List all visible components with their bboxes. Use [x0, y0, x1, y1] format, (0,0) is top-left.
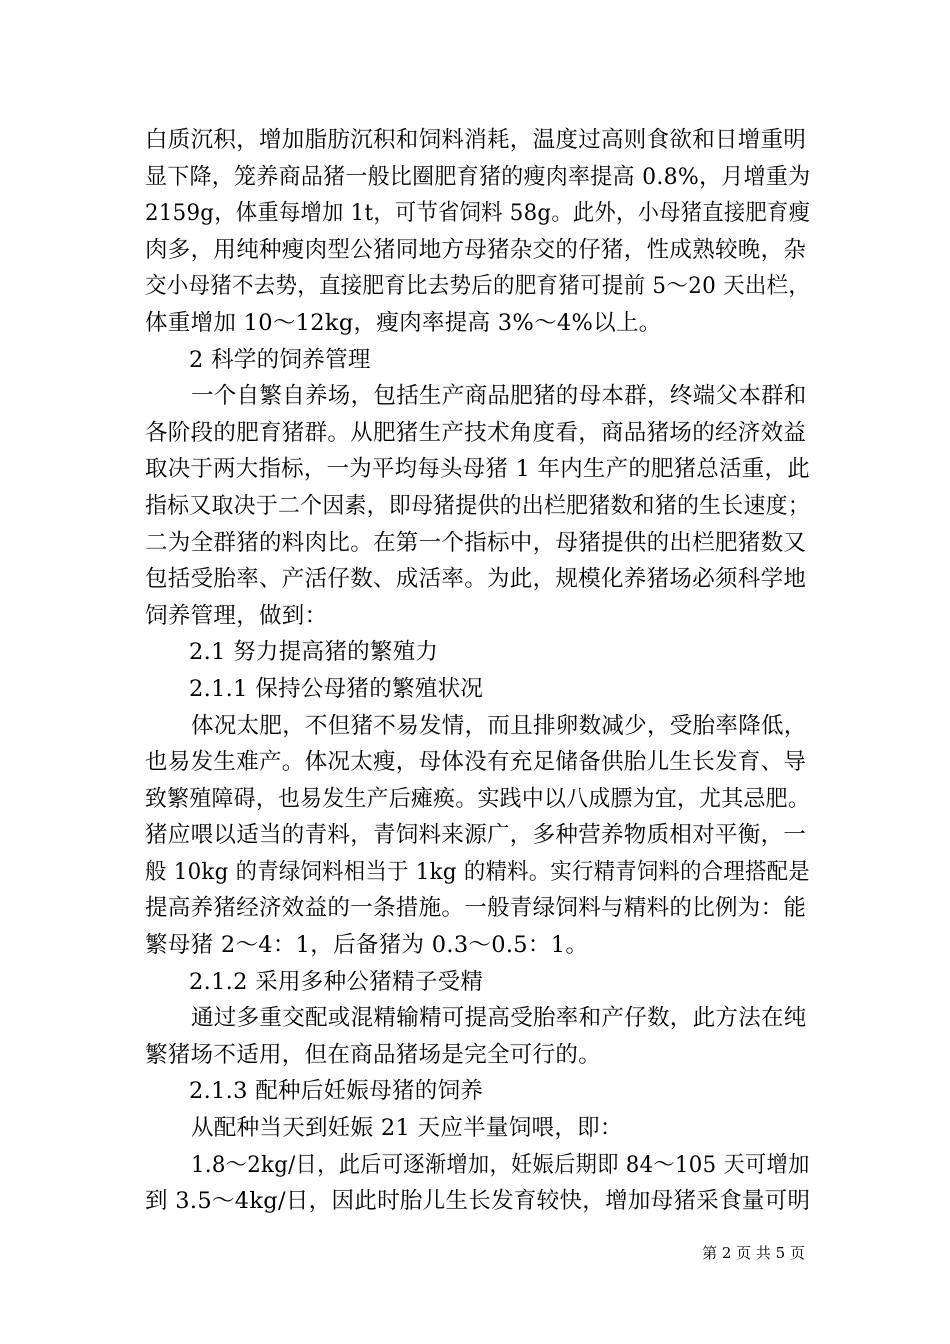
text-line: 体重增加 10～12kg，瘦肉率提高 3%～4%以上。	[145, 309, 662, 336]
page-number-footer: 第 2 页 共 5 页	[702, 1244, 805, 1262]
text-line: 取决于两大指标，一为平均每头母猪 1 年内生产的肥猪总活重，此	[145, 456, 810, 483]
text-line: 2.1 努力提高猪的繁殖力	[189, 639, 439, 666]
text-line: 繁母猪 2～4：1，后备猪为 0.3～0.5：1。	[145, 932, 589, 959]
document-body	[145, 122, 810, 1220]
text-line: 到 3.5～4kg/日，因此时胎儿生长发育较快，增加母猪采食量可明	[145, 1188, 811, 1215]
text-line: 2 科学的饲养管理	[189, 346, 371, 373]
text-line: 猪应喂以适当的青料，青饲料来源广，多种营养物质相对平衡，一	[145, 822, 807, 849]
text-line: 体况太肥，不但猪不易发情，而且排卵数减少，受胎率降低，	[191, 712, 807, 739]
text-line: 2.1.2 采用多种公猪精子受精	[189, 968, 484, 995]
text-line: 包括受胎率、产活仔数、成活率。为此，规模化养猪场必须科学地	[145, 566, 807, 593]
text-line: 指标又取决于二个因素，即母猪提供的出栏肥猪数和猪的生长速度；	[145, 492, 811, 519]
text-line: 般 10kg 的青绿饲料相当于 1kg 的精料。实行精青饲料的合理搭配是	[145, 858, 810, 885]
text-line: 也易发生难产。体况太瘦，母体没有充足储备供胎儿生长发育、导	[145, 749, 807, 776]
text-line: 2.1.3 配种后妊娠母猪的饲养	[189, 1078, 484, 1105]
text-line: 从配种当天到妊娠 21 天应半量饲喂，即：	[191, 1115, 623, 1142]
text-line: 通过多重交配或混精输精可提高受胎率和产仔数，此方法在纯	[191, 1005, 807, 1032]
text-line: 饲养管理，做到：	[145, 602, 328, 629]
text-line: 显下降，笼养商品猪一般比圈肥育猪的瘦肉率提高 0.8%，月增重为	[145, 163, 811, 190]
text-line: 各阶段的肥育猪群。从肥猪生产技术角度看，商品猪场的经济效益	[145, 419, 807, 446]
text-line: 1.8～2kg/日，此后可逐渐增加，妊娠后期即 84～105 天可增加	[191, 1151, 810, 1178]
text-line: 肉多，用纯种瘦肉型公猪同地方母猪杂交的仔猪，性成熟较晚，杂	[145, 236, 807, 263]
text-line: 提高养猪经济效益的一条措施。一般青绿饲料与精料的比例为：能	[145, 895, 807, 922]
text-line: 一个自繁自养场，包括生产商品肥猪的母本群，终端父本群和	[191, 383, 807, 410]
text-line: 繁猪场不适用，但在商品猪场是完全可行的。	[145, 1041, 602, 1068]
text-line: 2.1.1 保持公母猪的繁殖状况	[189, 675, 484, 702]
text-line: 白质沉积，增加脂肪沉积和饲料消耗，温度过高则食欲和日增重明	[145, 127, 807, 153]
text-line: 二为全群猪的料肉比。在第一个指标中，母猪提供的出栏肥猪数又	[145, 529, 807, 556]
text-line: 2159g，体重每增加 1t，可节省饲料 58g。此外，小母猪直接肥育瘦	[145, 200, 811, 227]
text-line: 交小母猪不去势，直接肥育比去势后的肥育猪可提前 5～20 天出栏，	[145, 273, 811, 300]
text-line: 致繁殖障碍，也易发生产后瘫痪。实践中以八成膘为宜，尤其忌肥。	[145, 785, 811, 812]
